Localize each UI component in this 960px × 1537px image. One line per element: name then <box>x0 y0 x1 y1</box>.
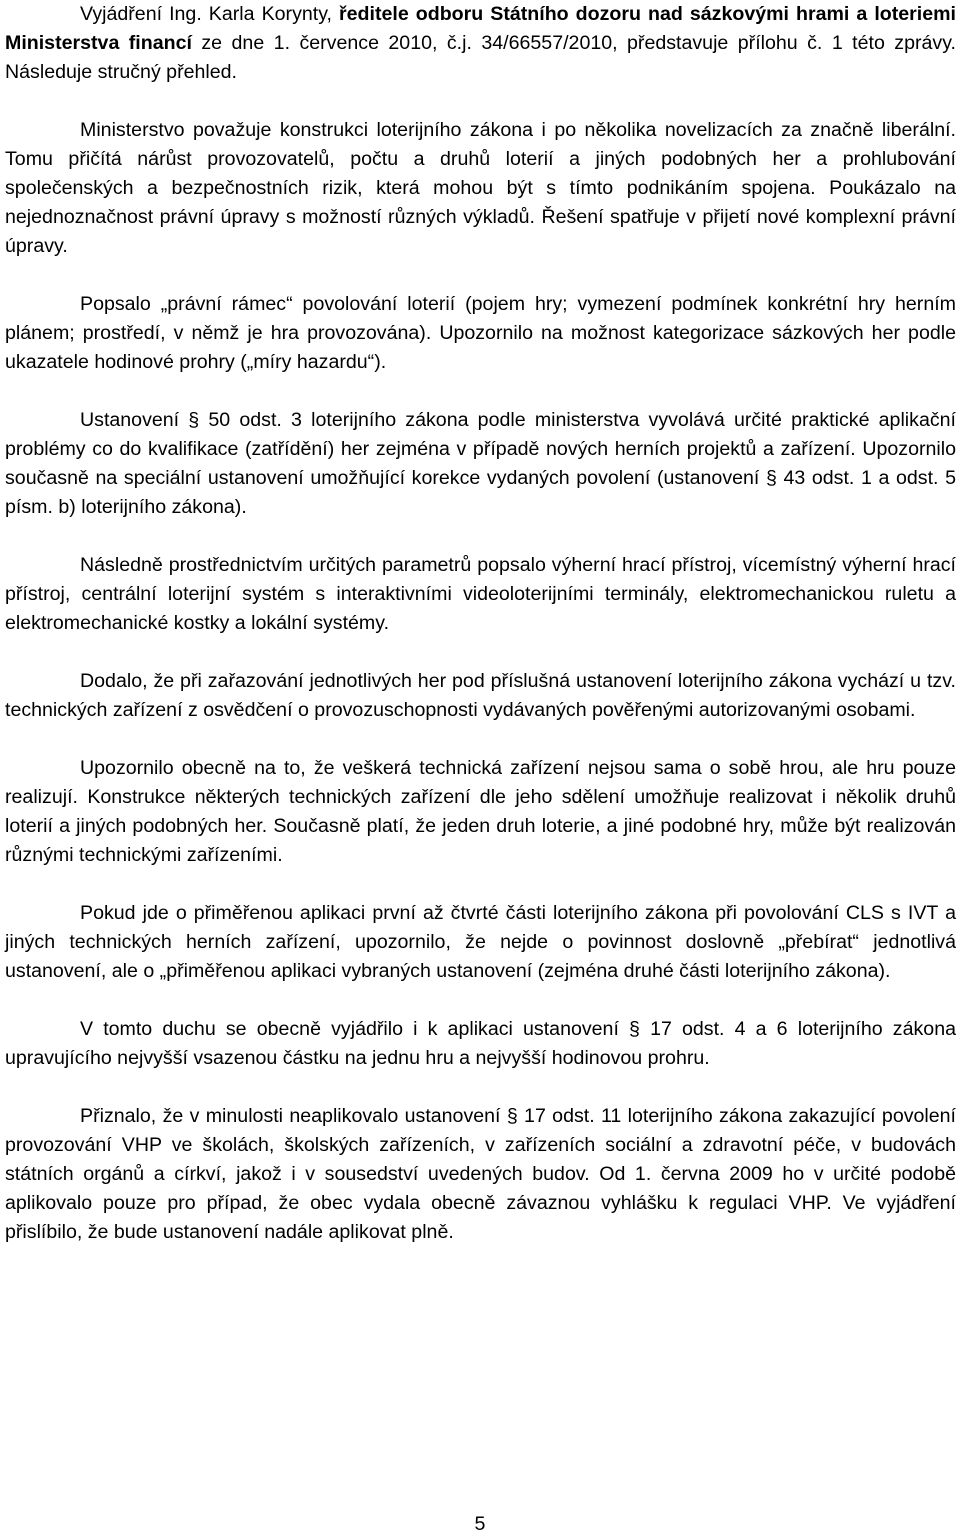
paragraph-4 <box>5 406 956 522</box>
paragraph-1-text-a: Vyjádření Ing. Karla Korynty, <box>80 3 340 25</box>
paragraph-9-text: V tomto duchu se obecně vyjádřilo i k aplikaci ustanovení § 17 odst. 4 a 6 loterijního zákona upravujícího nejvyšší vsazenou částku na jednu hru a nejvyšší hodinovou prohru. <box>5 1018 956 1069</box>
paragraph-7 <box>5 754 956 870</box>
paragraph-2 <box>5 116 956 261</box>
paragraph-10 <box>5 1102 956 1247</box>
paragraph-1 <box>5 0 956 87</box>
paragraph-8-text: Pokud jde o přiměřenou aplikaci první až čtvrté části loterijního zákona při povolování CLS s IVT a jiných technických herních zařízení, upozornilo, že nejde o povinnost doslovně „přebírat“ jednotlivá ustanovení, ale o „přiměřenou aplikaci vybraných ustanovení (zejména druhé části loterijního zákona). <box>5 902 956 982</box>
paragraph-7-text: Upozornilo obecně na to, že veškerá technická zařízení nejsou sama o sobě hrou, ale hru pouze realizují. Konstrukce některých technických zařízení dle jeho sdělení umožňuje realizovat i několik druhů loterií a jiných podobných her. Současně platí, že jeden druh loterie, a jiné podobné hry, může být realizován různými technickými zařízeními. <box>5 757 956 866</box>
paragraph-4-text: Ustanovení § 50 odst. 3 loterijního zákona podle ministerstva vyvolává určité praktické aplikační problémy co do kvalifikace (zatřídění) her zejména v případě nových herních projektů a zařízení. Upozornilo současně na speciální ustanovení umožňující korekce vydaných povolení (ustanovení § 43 odst. 1 a odst. 5 písm. b) loterijního zákona). <box>5 409 956 518</box>
paragraph-5 <box>5 551 956 638</box>
paragraph-2-text: Ministerstvo považuje konstrukci loterijního zákona i po několika novelizacích za značně liberální. Tomu přičítá nárůst provozovatelů, počtu a druhů loterií a jiných podobných her a prohlubování společenských a bezpečnostních rizik, která mohou být s tímto podnikáním spojena. Poukázalo na nejednoznačnost právní úpravy s možností různých výkladů. Řešení spatřuje v přijetí nové komplexní právní úpravy. <box>5 119 956 257</box>
paragraph-3 <box>5 290 956 377</box>
paragraph-5-text: Následně prostřednictvím určitých parametrů popsalo výherní hrací přístroj, vícemístný výherní hrací přístroj, centrální loterijní systém s interaktivními videoloterijními terminály, elektromechanickou ruletu a elektromechanické kostky a lokální systémy. <box>5 554 956 634</box>
paragraph-6-text: Dodalo, že při zařazování jednotlivých her pod příslušná ustanovení loterijního zákona vychází u tzv. technických zařízení z osvědčení o provozuschopnosti vydávaných pověřenými autorizovanými osobami. <box>5 670 956 721</box>
page-number: 5 <box>474 1513 486 1535</box>
paragraph-1-text-bold: ředitele odboru Státního dozoru nad sázkovými hrami a loteriemi Ministerstva financí <box>5 3 956 54</box>
paragraph-3-text: Popsalo „právní rámec“ povolování loterií (pojem hry; vymezení podmínek konkrétní hry herním plánem; prostředí, v němž je hra provozována). Upozornilo na možnost kategorizace sázkových her podle ukazatele hodinové prohry („míry hazardu“). <box>5 293 956 373</box>
paragraph-8 <box>5 899 956 986</box>
paragraph-10-text: Přiznalo, že v minulosti neaplikovalo ustanovení § 17 odst. 11 loterijního zákona zakazující povolení provozování VHP ve školách, školských zařízeních, v zařízeních sociální a zdravotní péče, v budovách státních orgánů a církví, jakož i v sousedství uvedených budov. Od 1. června 2009 ho v určité podobě aplikovalo pouze pro případ, že obec vydala obecně závaznou vyhlášku k regulaci VHP. Ve vyjádření přislíbilo, že bude ustanovení nadále aplikovat plně. <box>5 1105 956 1243</box>
paragraph-6 <box>5 667 956 725</box>
document-body <box>5 0 956 1276</box>
paragraph-9 <box>5 1015 956 1073</box>
paragraph-1-text-b: ze dne 1. července 2010, č.j. 34/66557/2010, představuje přílohu č. 1 této zprávy. Následuje stručný přehled. <box>5 32 956 83</box>
